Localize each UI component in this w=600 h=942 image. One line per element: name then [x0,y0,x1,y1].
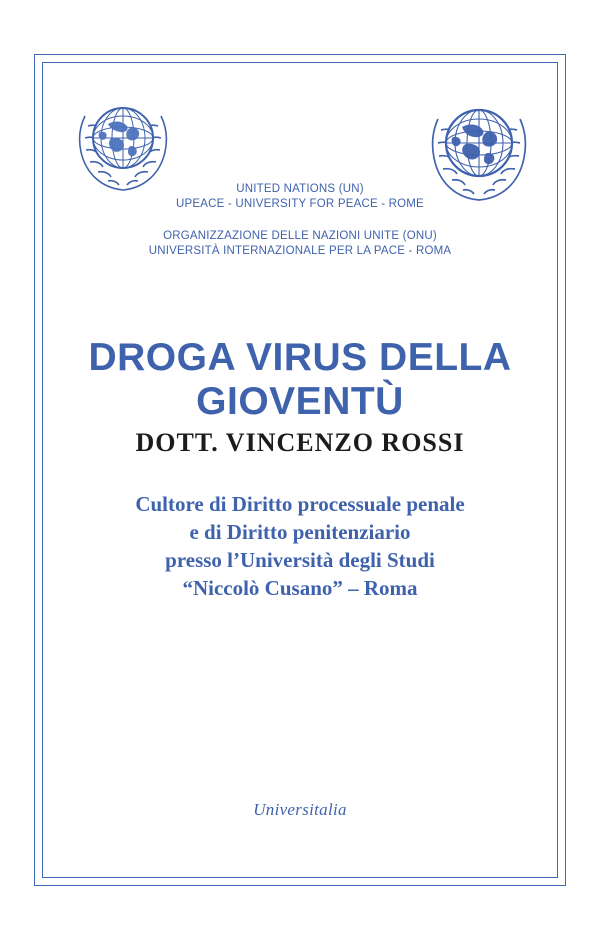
affiliation-line-3: presso l’Università degli Studi [165,548,435,572]
header-spacer [42,212,558,229]
book-author: DOTT. VINCENZO ROSSI [135,428,465,457]
header-line-2: UPEACE - UNIVERSITY FOR PEACE - ROME [176,198,424,210]
affiliation-line-4: “Niccolò Cusano” – Roma [182,576,418,600]
header-line-1: UNITED NATIONS (UN) [236,183,364,195]
header-line-4: UNIVERSITÀ INTERNAZIONALE PER LA PACE - ROMA [148,245,452,257]
affiliation-line-1: Cultore di Diritto processuale penale [135,492,465,516]
institution-header [42,182,558,259]
publisher-name: Universitalia [253,800,347,819]
affiliation-line-2: e di Diritto penitenziario [189,520,411,544]
book-title: DROGA VIRUS DELLA GIOVENTÙ [88,336,512,423]
header-line-3: ORGANIZZAZIONE DELLE NAZIONI UNITE (ONU) [163,230,437,242]
author-affiliation [42,490,558,602]
cover-content [42,62,558,878]
